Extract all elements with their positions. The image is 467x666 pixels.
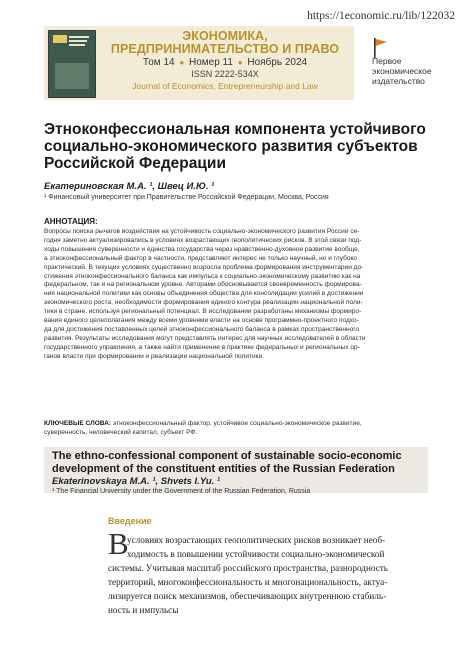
journal-cover-thumbnail [48, 30, 96, 98]
abstract-line: годня заметно актуализировались в условиях возрастающих геополитических рисков. В этой связи под- [44, 236, 362, 244]
body-text-line: ность и импульсы [108, 605, 179, 615]
publisher-name-line: экономическое [372, 66, 432, 76]
english-authors: Ekaterinovskaya M.A. ¹, Shvets I.Yu. ¹ [52, 476, 221, 487]
body-text-line: лизируется поиск механизмов, обеспечивающих внутреннюю стабиль- [108, 591, 387, 601]
body-text-line: системы. Учитывая масштаб российского пространства, разнородность [108, 563, 388, 573]
keywords-text: этноконфессиональный фактор, устойчивое социально-экономическое развитие, [111, 420, 362, 427]
publisher-name-line: издательство [372, 76, 425, 86]
journal-title [100, 30, 350, 56]
abstract-line: практический. В текущих условиях существенно возросла проблема формирования инструментарии до- [44, 263, 364, 271]
journal-title-line: ПРЕДПРИНИМАТЕЛЬСТВО И ПРАВО [110, 42, 340, 56]
abstract-line: развития. Результаты исследования могут представлять интерес для научных исследователей в области [44, 334, 366, 342]
abstract-line: федеральном, так и на региональном уровне. Авторами обосновывается своевременность формирова- [44, 281, 362, 289]
abstract-line: ходы повышения суверенности и единства государства через нравственно-духовное развитие вообще, [44, 245, 360, 253]
issue-info [100, 57, 350, 69]
journal-title-line: ЭКОНОМИКА, [182, 29, 268, 43]
body-text-line: ходимость в повышении устойчивости социально-экономической [127, 549, 385, 559]
english-affiliation: ¹ The Financial University under the Government of the Russian Federation, Russia [52, 488, 311, 495]
abstract-line: тики в стране, используя региональный потенциал. В исследовании разработаны механизмы формиро- [44, 308, 362, 316]
abstract-line: ганов власти при формировании и реализации национальной политики. [44, 352, 264, 360]
abstract-line: экономического роста, необходимости формирования единого контура реализации национальной поли- [44, 299, 363, 307]
abstract-line: да для достижения поставленных целей этноконфессионального баланса в рамках пространственного [44, 325, 360, 333]
keywords-label: КЛЮЧЕВЫЕ СЛОВА: [44, 420, 112, 427]
abstract-line: а этноконфессиональный фактор в частности, представляют интерес не только научный, но и глубоко [44, 254, 358, 262]
keywords [44, 420, 426, 438]
abstract-line: ния национальной политики как основы объединения общества для консолидации усилий в достижении [44, 290, 364, 298]
english-title: The ethno-confessional component of sustainable socio-economic development of the constituent entities of the Russian Federation [52, 450, 402, 475]
abstract-line: государственного управления, а также найти применение в практике федеральных и региональных ор- [44, 343, 360, 351]
cover-line [69, 36, 89, 38]
article-title: Этноконфессиональная компонента устойчивого социально-экономического развития субъектов Российской Федерации [44, 121, 426, 172]
body-text-line: территорий, многоконфессиональность и многонациональность, актуа- [108, 577, 388, 587]
cover-line [69, 44, 85, 46]
issue-date: Ноябрь 2024 [247, 57, 308, 68]
cover-line [69, 40, 87, 42]
bullet-icon: ● [237, 58, 243, 67]
cover-image [55, 63, 89, 89]
cover-logo [53, 35, 67, 43]
body-text-line: условиях возрастающих геополитических рисков возникает необ- [127, 535, 386, 545]
abstract-text [44, 228, 426, 362]
page-url[interactable]: https://1economic.ru/lib/122032 [307, 10, 455, 22]
keywords-text: суверенность, человеческий капитал, субъект РФ. [44, 428, 198, 436]
abstract-line: стижения этноконфессионального баланса как импульса к социально-экономическому развитию как на [44, 272, 361, 280]
abstract-line: Вопросы поиска рычагов воздействия на устойчивость социально-экономического развития России се- [44, 228, 360, 235]
section-heading: Введение [108, 516, 152, 526]
publisher-name [372, 56, 462, 86]
flag-icon [372, 38, 388, 58]
publisher-name-line: Первое [372, 56, 402, 66]
english-title-wrap [52, 450, 422, 476]
authors: Екатериновская М.А. ¹, Швец И.Ю. ¹ [44, 181, 215, 192]
volume: Том 14 [142, 57, 175, 68]
drop-cap: В [108, 526, 129, 561]
bullet-icon: ● [179, 58, 185, 67]
issue-number: Номер 11 [188, 57, 233, 68]
issn: ISSN 2222-534X [191, 69, 259, 79]
journal-title-en: Journal of Economics, Entrepreneurship and Law [132, 81, 318, 91]
affiliation: ¹ Финансовый университет при Правительстве Российской Федерации, Москва, Россия [44, 194, 329, 201]
abstract-label: АННОТАЦИЯ: [44, 217, 98, 226]
abstract-line: вания единого целеполагания между всеми уровнями власти на основе программно-проектного подхо- [44, 317, 359, 325]
